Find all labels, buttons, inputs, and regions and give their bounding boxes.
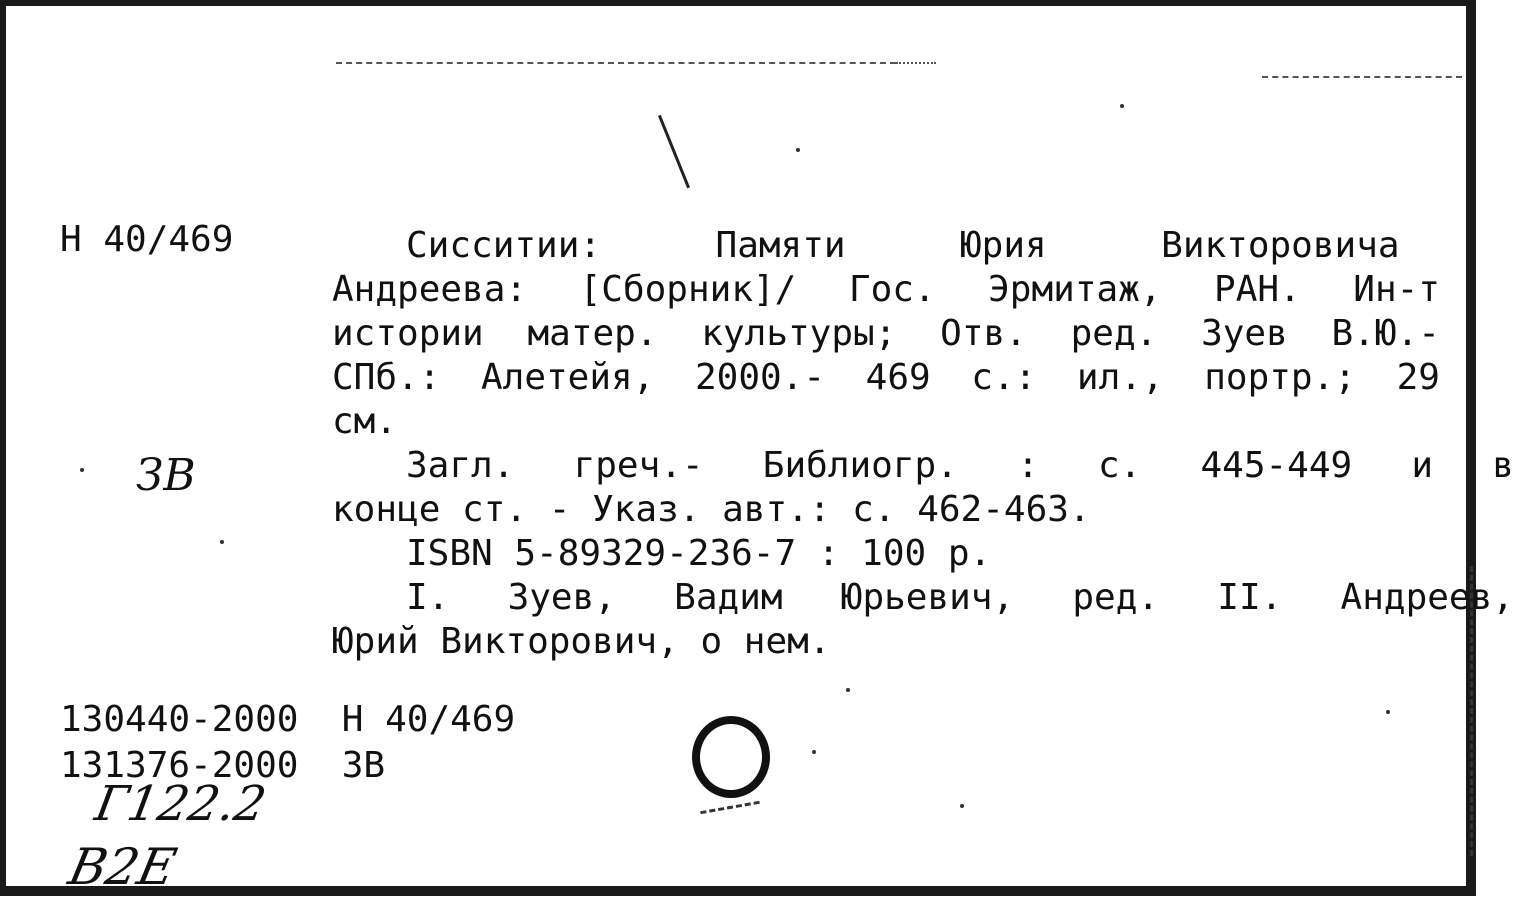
entry-word: истории xyxy=(332,313,484,354)
entry-word: 445-449 xyxy=(1200,445,1353,486)
right-edge-dashed-line xyxy=(1470,566,1473,856)
inventory-number-1: 130440-2000 Н 40/469 xyxy=(60,699,516,740)
entry-word: II. xyxy=(1217,577,1283,618)
entry-word: в xyxy=(1492,445,1514,486)
entry-line-6 xyxy=(332,444,1514,488)
entry-word: 2000.- xyxy=(694,357,826,398)
entry-word: 469 xyxy=(865,357,931,398)
entry-word: Юрия xyxy=(960,225,1047,266)
entry-word: с.: xyxy=(971,357,1037,398)
entry-word: Зуев xyxy=(1201,313,1288,354)
top-dotted-line xyxy=(896,62,936,64)
pencil-slash-mark xyxy=(658,115,690,188)
entry-word: СПб.: xyxy=(332,357,441,398)
entry-line-4 xyxy=(332,356,1440,400)
speck xyxy=(80,468,84,472)
entry-word: ред. xyxy=(1072,577,1160,618)
entry-line-1 xyxy=(332,224,1514,268)
entry-word: Отв. xyxy=(940,313,1027,354)
entry-word: Памяти xyxy=(715,225,846,266)
entry-line-10: Юрий Викторович, о нем. xyxy=(332,621,831,662)
entry-word: Библиогр. xyxy=(762,445,958,486)
entry-word: и xyxy=(1411,445,1434,486)
entry-word: Эрмитаж, xyxy=(988,269,1162,310)
entry-word: ред. xyxy=(1070,313,1158,354)
entry-word: Андреев, xyxy=(1340,577,1514,618)
top-dashed-line xyxy=(336,62,896,64)
ring-stamp-mark xyxy=(692,716,770,798)
entry-word: РАН. xyxy=(1214,269,1301,310)
speck xyxy=(960,804,964,808)
entry-word: ил., xyxy=(1076,357,1164,398)
entry-word: Сисситии: xyxy=(406,225,602,266)
entry-line-9 xyxy=(332,576,1514,620)
entry-line-3 xyxy=(332,312,1440,356)
speck xyxy=(812,750,816,754)
entry-word: с. xyxy=(1097,445,1142,486)
shelf-mark: Н 40/469 xyxy=(60,219,234,260)
entry-word: : xyxy=(1017,445,1039,486)
entry-line-8: ISBN 5-89329-236-7 : 100 р. xyxy=(406,533,992,574)
inventory-number-2: 131376-2000 ЗВ xyxy=(60,745,386,786)
entry-word: Викторовича xyxy=(1161,225,1400,266)
handwritten-code: В2Е xyxy=(63,838,182,896)
entry-word: I. xyxy=(406,577,450,618)
entry-word: Андреева: xyxy=(332,269,528,310)
speck xyxy=(220,540,224,544)
entry-word: портр.; xyxy=(1204,357,1356,398)
entry-word: Ин-т xyxy=(1353,269,1440,310)
entry-word: [Сборник]/ xyxy=(579,269,797,310)
entry-line-2 xyxy=(332,268,1440,312)
speck xyxy=(796,148,800,152)
stamp-tail-mark xyxy=(700,801,760,814)
entry-word: культуры; xyxy=(701,313,897,354)
entry-line-7: конце ст. - Указ. авт.: с. 462-463. xyxy=(332,489,1091,530)
entry-word: Загл. xyxy=(406,445,515,486)
speck xyxy=(1386,710,1390,714)
bibliographic-entry xyxy=(332,224,1514,664)
speck xyxy=(846,688,850,692)
top-right-dashed-line xyxy=(1262,76,1462,78)
entry-word: Алетейя, xyxy=(480,357,655,398)
entry-word: В.Ю.- xyxy=(1331,313,1440,354)
entry-word: матер. xyxy=(527,313,658,354)
entry-line-5: см. xyxy=(332,401,398,442)
handwritten-location: ЗВ xyxy=(136,450,196,501)
entry-word: Вадим xyxy=(674,577,783,618)
entry-word: Юрьевич, xyxy=(840,577,1015,618)
entry-word: Гос. xyxy=(848,269,936,310)
handwritten-classification: Г122.2 xyxy=(91,776,271,832)
entry-word: 29 xyxy=(1396,357,1440,398)
entry-word: греч.- xyxy=(573,445,704,486)
speck xyxy=(1120,104,1124,108)
entry-word: Зуев, xyxy=(507,577,616,618)
